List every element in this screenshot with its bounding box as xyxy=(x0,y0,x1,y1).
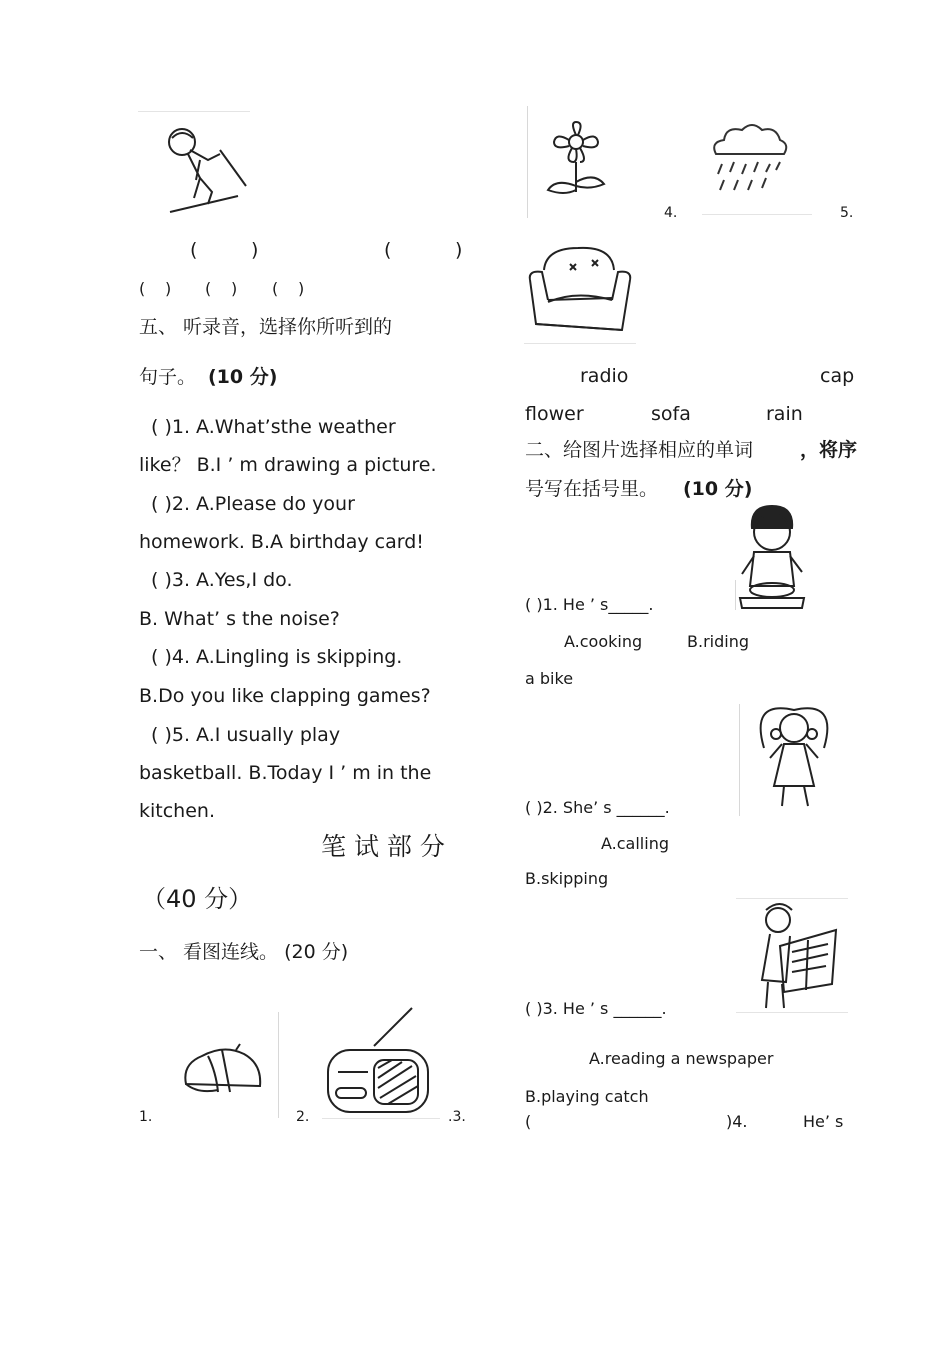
radio-picture xyxy=(322,1006,432,1118)
picture-q1-option-a: A.cooking xyxy=(564,632,643,651)
picture-q2-option-a: A.calling xyxy=(601,834,669,853)
section5-title-line1: 五、 听录音，选择你所听到的 xyxy=(139,316,393,338)
listen-q5-line2: basketball. B.Today I ’ m in the xyxy=(139,762,432,784)
listen-q3-line1: ( )3. A.Yes,I do. xyxy=(151,569,293,591)
picture-q3-option-a: A.reading a newspaper xyxy=(589,1049,774,1068)
word-radio: radio xyxy=(580,365,629,387)
written-part-title: 笔 试 部 分 xyxy=(321,832,445,861)
paren-close-2: ) xyxy=(455,239,463,261)
listen-q1-line2: like？ B.I ’ m drawing a picture. xyxy=(139,454,437,476)
picture-q4-stem: He’ s xyxy=(803,1112,844,1131)
paren-open-2: ( xyxy=(384,239,392,261)
skier-picture xyxy=(160,120,255,220)
match-num-1: 1. xyxy=(139,1109,153,1125)
listen-q3-line2: B. What’ s the noise? xyxy=(139,608,340,630)
section5-score: (10 分) xyxy=(208,366,278,388)
picture-q1-option-b-cont: a bike xyxy=(525,669,574,688)
paren-open-5: ( xyxy=(272,279,279,298)
picture-q1-option-b: B.riding xyxy=(687,632,749,651)
paren-close-1: ) xyxy=(251,239,259,261)
section2-title-line2: 号写在括号里。 xyxy=(525,478,659,500)
paren-open-3: ( xyxy=(139,279,146,298)
written-part-score: （40 分） xyxy=(142,885,253,913)
picture-q1-stem: ( )1. He ’ s_____. xyxy=(525,595,654,614)
paren-open-1: ( xyxy=(190,239,198,261)
listen-q2-line1: ( )2. A.Please do your xyxy=(151,493,355,515)
picture-q3-option-b: B.playing catch xyxy=(525,1087,649,1106)
word-rain: rain xyxy=(766,403,803,425)
listen-q4-line1: ( )4. A.Lingling is skipping. xyxy=(151,646,403,668)
rain-picture xyxy=(710,120,790,196)
listen-q5-line3: kitchen. xyxy=(139,800,215,822)
match-num-5: 5. xyxy=(840,205,854,221)
listen-q5-line1: ( )5. A.I usually play xyxy=(151,724,341,746)
paren-close-5: ) xyxy=(298,279,305,298)
section2-title-comma: ，将序 xyxy=(800,439,858,461)
paren-close-3: ) xyxy=(165,279,172,298)
picture-q3-stem: ( )3. He ’ s ______. xyxy=(525,999,667,1018)
picture-q4-paren-open: ( xyxy=(525,1112,532,1131)
section1-title: 一、 看图连线。 (20 分) xyxy=(139,941,349,963)
match-num-2: 2. xyxy=(296,1109,310,1125)
match-num-4: 4. xyxy=(664,205,678,221)
picture-q4-number: )4. xyxy=(726,1112,748,1131)
word-sofa: sofa xyxy=(651,403,691,425)
word-flower: flower xyxy=(525,403,584,425)
listen-q4-line2: B.Do you like clapping games? xyxy=(139,685,431,707)
section5-title-line2: 句子。 xyxy=(139,366,197,388)
picture-q2-stem: ( )2. She’ s ______. xyxy=(525,798,670,817)
boy-cooking-picture xyxy=(736,502,808,610)
girl-skipping-picture xyxy=(754,704,834,812)
sofa-picture xyxy=(526,240,634,340)
listen-q1-line1: ( )1. A.What’sthe weather xyxy=(151,416,396,438)
paren-open-4: ( xyxy=(205,279,212,298)
cap-picture xyxy=(178,1036,268,1098)
section2-title-line1: 二、给图片选择相应的单词 xyxy=(525,439,754,461)
man-reading-picture xyxy=(752,900,838,1012)
picture-q2-option-b: B.skipping xyxy=(525,869,609,888)
paren-close-4: ) xyxy=(231,279,238,298)
listen-q2-line2: homework. B.A birthday card! xyxy=(139,531,424,553)
flower-picture xyxy=(544,120,608,200)
match-num-3: .3. xyxy=(448,1109,466,1125)
word-cap: cap xyxy=(820,365,855,387)
section2-score: (10 分) xyxy=(683,478,753,500)
